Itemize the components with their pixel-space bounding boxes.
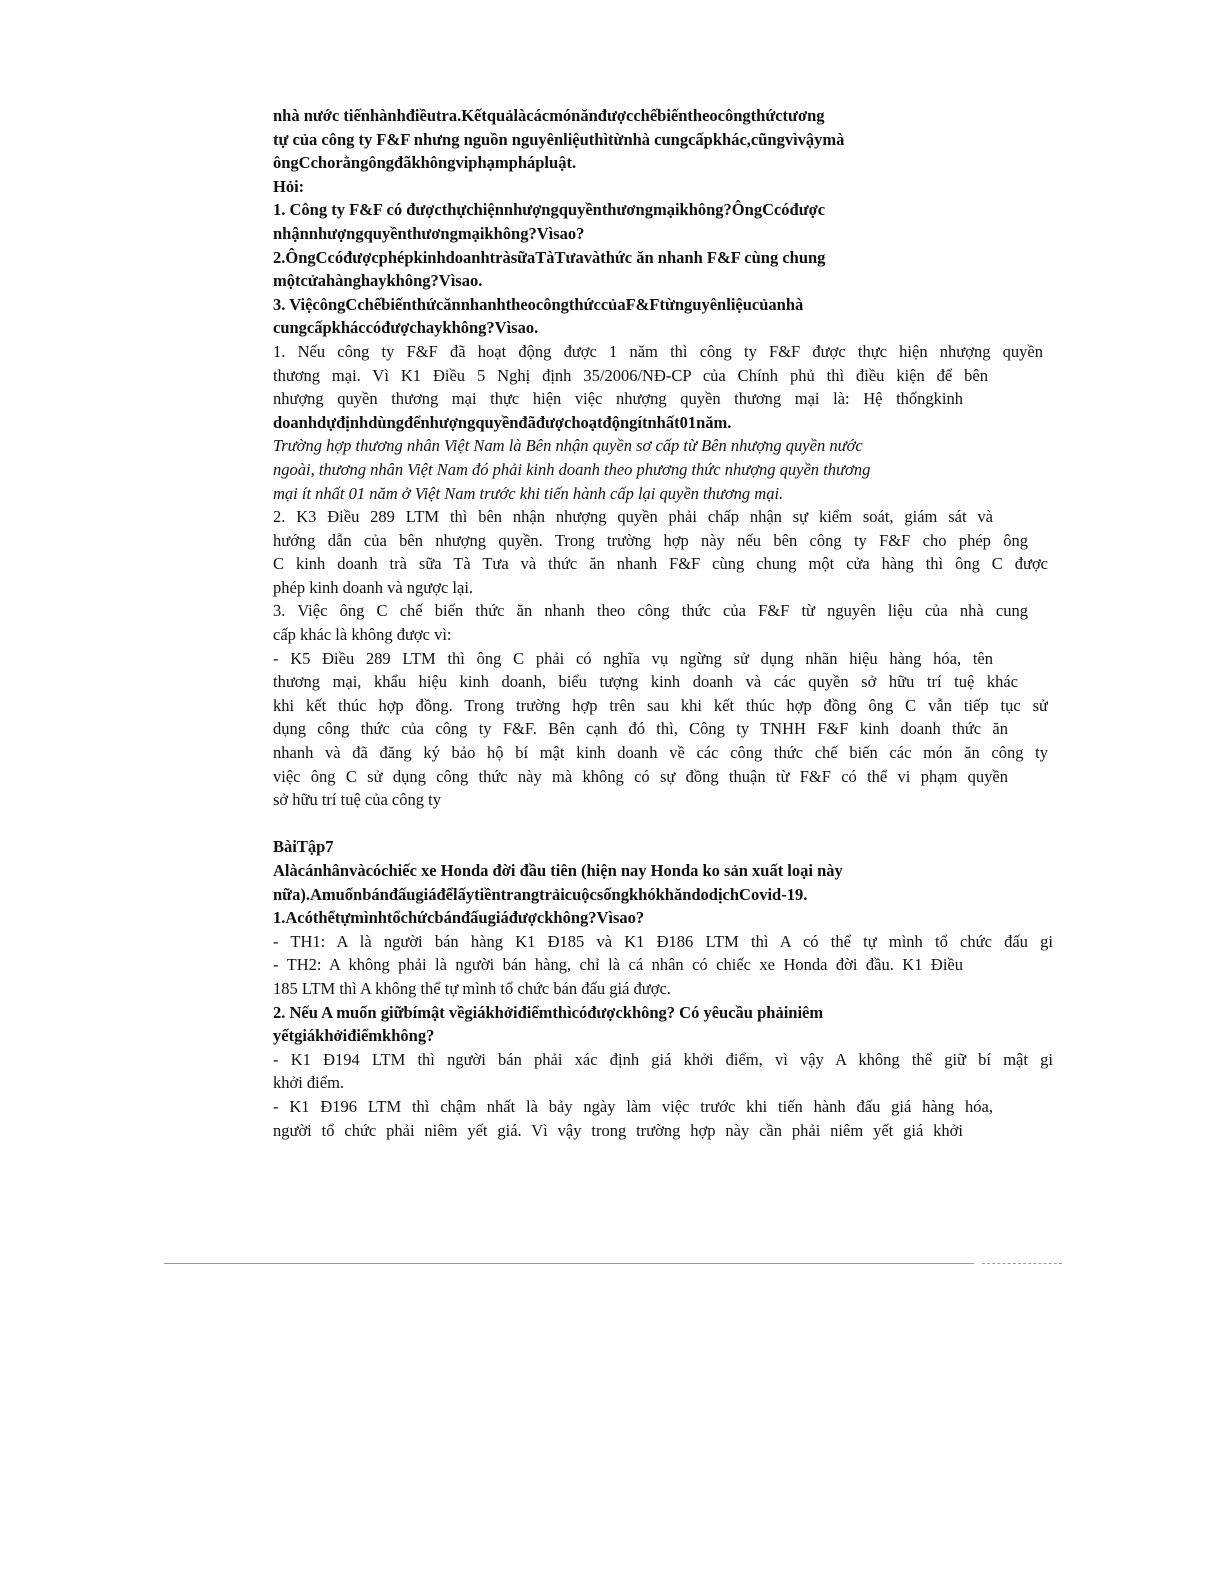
text-line: 1. Nếu công ty F&F đã hoạt động được 1 năm thì công ty F&F được thực hiện nhượng quyền xyxy=(273,341,1043,361)
text-line: dụng công thức của công ty F&F. Bên cạnh đó thì, Công ty TNHH F&F kinh doanh thức ăn xyxy=(273,719,1008,739)
text-line: ôngCchorằngôngđãkhôngviphạmphápluật. xyxy=(273,153,577,173)
text-line: mộtcửahànghaykhông?Vìsao. xyxy=(273,271,483,291)
document-body xyxy=(273,104,1063,1142)
text-line: - TH2: A không phải là người bán hàng, chỉ là cá nhân có chiếc xe Honda đời đầu. K1 Điều xyxy=(273,955,963,975)
page-footer-divider-short xyxy=(982,1263,1062,1264)
text-line: nhậnnhượngquyềnthươngmạikhông?Vìsao? xyxy=(273,223,585,243)
text-line: 2. Nếu A muốn giữbímật vềgiákhởiđiểmthìcóđượckhông? Có yêucầu phảiniêm xyxy=(273,1002,824,1022)
text-line: nhượng quyền thương mại thực hiện việc nhượng quyền thương mại là: Hệ thốngkinh xyxy=(273,389,963,409)
text-line: - K1 Đ196 LTM thì chậm nhất là bảy ngày làm việc trước khi tiến hành đấu giá hàng hóa, xyxy=(273,1096,993,1116)
text-line: Hỏi: xyxy=(273,176,305,196)
text-line: Trường hợp thương nhân Việt Nam là Bên nhận quyền sơ cấp từ Bên nhượng quyền nước xyxy=(273,436,863,456)
blank-line xyxy=(273,812,1063,836)
text-line: - TH1: A là người bán hàng K1 Đ185 và K1 Đ186 LTM thì A có thể tự mình tổ chức đấu gi xyxy=(273,931,1053,951)
text-line: Alàcánhânvàcóchiếc xe Honda đời đầu tiên (hiện nay Honda ko sản xuất loại này xyxy=(273,861,843,880)
text-line: tự của công ty F&F nhưng nguồn nguyênliệuthìtừnhà cungcấpkhác,cũngvìvậymà xyxy=(273,129,845,149)
text-line: nhà nước tiếnhànhđiềutra.Kếtquảlàcácmónănđượcchếbiếntheocôngthứctương xyxy=(273,106,825,125)
text-line: cungcấpkháccóđượchaykhông?Vìsao. xyxy=(273,318,539,338)
text-line: - K5 Điều 289 LTM thì ông C phải có nghĩa vụ ngừng sử dụng nhãn hiệu hàng hóa, tên xyxy=(273,648,993,668)
text-line: BàiTập7 xyxy=(273,837,334,857)
text-line: sở hữu trí tuệ của công ty xyxy=(273,790,441,810)
text-line: phép kinh doanh và ngược lại. xyxy=(273,577,474,597)
text-line: 3. Việc ông C chế biến thức ăn nhanh theo công thức của F&F từ nguyên liệu của nhà cung xyxy=(273,601,1028,621)
text-line: việc ông C sử dụng công thức này mà không có sự đồng thuận từ F&F có thể vi phạm quyền xyxy=(273,766,1008,786)
text-line: 1.Acóthểtựmìnhtổchứcbánđấugiáđượckhông?Vìsao? xyxy=(273,908,645,928)
text-line: thương mại. Vì K1 Điều 5 Nghị định 35/2006/NĐ-CP của Chính phủ thì điều kiện để bên xyxy=(273,365,988,385)
text-line: C kinh doanh trà sữa Tà Tưa và thức ăn nhanh F&F cùng chung một cửa hàng thì ông C được xyxy=(273,554,1048,574)
text-line: hướng dẫn của bên nhượng quyền. Trong trường hợp này nếu bên công ty F&F cho phép ông xyxy=(273,530,1028,550)
text-line: doanhdựđịnhdùngđểnhượngquyềnđãđượchoạtđộngítnhất01năm. xyxy=(273,412,732,432)
text-line: cấp khác là không được vì: xyxy=(273,625,452,645)
text-line: người tổ chức phải niêm yết giá. Vì vậy trong trường hợp này cần phải niêm yết giá khởi xyxy=(273,1120,963,1140)
text-line: - K1 Đ194 LTM thì người bán phải xác định giá khởi điểm, vì vậy A không thể giữ bí mật gi xyxy=(273,1049,1053,1069)
text-line: nữa).AmuốnbánđấugiáđểlấytiềntrangtrảicuộcsốngkhókhăndodịchCovid-19. xyxy=(273,884,808,904)
text-line: 1. Công ty F&F có đượcthựchiệnnhượngquyềnthươngmạikhông?ÔngCcóđược xyxy=(273,200,826,220)
text-line: yếtgiákhởiđiểmkhông? xyxy=(273,1026,435,1046)
text-line: 185 LTM thì A không thể tự mình tổ chức bán đấu giá được. xyxy=(273,978,671,998)
text-line: 3. ViệcôngCchếbiếnthứcănnhanhtheocôngthứccủaF&Ftừnguyênliệucủanhà xyxy=(273,294,804,314)
text-line: ngoài, thương nhân Việt Nam đó phải kinh doanh theo phương thức nhượng quyền thương xyxy=(273,459,871,479)
page-footer-divider xyxy=(164,1263,974,1264)
text-line: khởi điểm. xyxy=(273,1073,345,1093)
text-line: nhanh và đã đăng ký bảo hộ bí mật kinh doanh về các công thức chế biến các món ăn công ty xyxy=(273,743,1048,763)
text-line: 2.ÔngCcóđượcphépkinhdoanhtràsữaTàTưavàthức ăn nhanh F&F cùng chung xyxy=(273,247,826,267)
text-line: mại ít nhất 01 năm ở Việt Nam trước khi tiến hành cấp lại quyền thương mại. xyxy=(273,483,784,503)
text-line: 2. K3 Điều 289 LTM thì bên nhận nhượng quyền phải chấp nhận sự kiểm soát, giám sát và xyxy=(273,507,993,527)
text-line: thương mại, khẩu hiệu kinh doanh, biểu tượng kinh doanh và các quyền sở hữu trí tuệ khác xyxy=(273,672,1018,692)
text-line: khi kết thúc hợp đồng. Trong trường hợp trên sau khi kết thúc hợp đồng ông C vẫn tiếp tục sử xyxy=(273,695,1048,715)
